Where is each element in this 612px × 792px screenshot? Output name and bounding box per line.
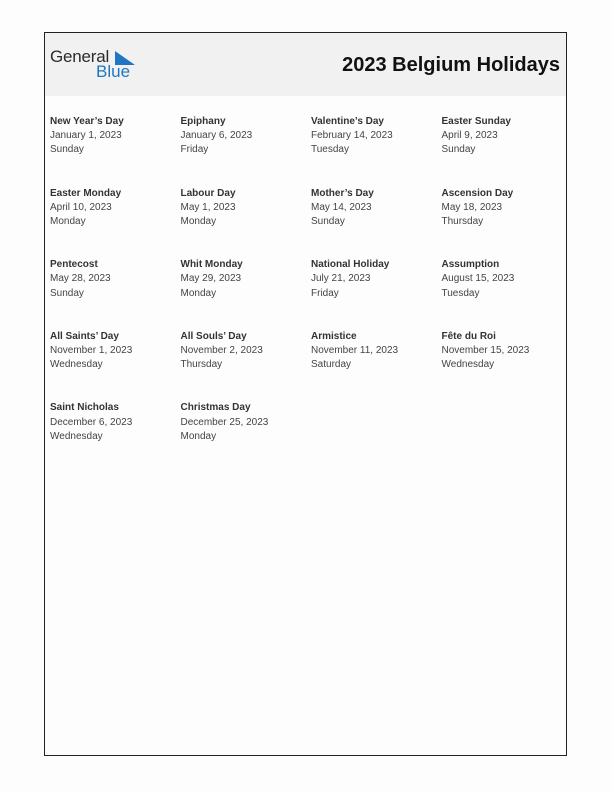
holiday-entry (311, 258, 442, 301)
holiday-entry (50, 187, 181, 230)
holiday-entry (50, 330, 181, 373)
holiday-name: Assumption (441, 259, 500, 271)
holiday-date: May 28, 2023 (50, 273, 111, 285)
holiday-name: National Holiday (311, 259, 390, 271)
holiday-date: May 29, 2023 (180, 273, 242, 285)
logo-blue-text: Blue (96, 62, 131, 81)
holiday-date: November 1, 2023 (50, 345, 133, 357)
page-frame (44, 32, 567, 756)
holiday-weekday: Thursday (441, 216, 484, 228)
holiday-date: February 14, 2023 (311, 130, 393, 142)
holiday-entry (50, 258, 181, 301)
holiday-weekday: Monday (180, 287, 217, 299)
holiday-entry (50, 401, 181, 444)
holiday-entry (181, 401, 312, 444)
holiday-name: All Saints’ Day (50, 330, 119, 342)
holiday-name: Mother’s Day (311, 187, 374, 199)
generalblue-logo (50, 47, 140, 83)
holiday-weekday: Wednesday (50, 430, 103, 442)
holiday-date: April 10, 2023 (50, 201, 112, 213)
holiday-weekday: Friday (180, 144, 209, 156)
holiday-entry (181, 115, 312, 158)
holiday-weekday: Wednesday (441, 359, 495, 371)
holiday-name: Easter Sunday (441, 116, 511, 127)
holiday-name: Easter Monday (50, 187, 122, 199)
holiday-name: Ascension Day (441, 187, 514, 199)
holiday-entry (442, 258, 565, 301)
holiday-date: December 25, 2023 (180, 416, 269, 428)
holiday-date: July 21, 2023 (311, 273, 371, 285)
holiday-entry (181, 330, 312, 373)
holiday-entry (181, 258, 312, 301)
holiday-name: Labour Day (180, 187, 236, 199)
holiday-date: November 11, 2023 (311, 345, 399, 357)
holiday-date: May 14, 2023 (311, 201, 372, 213)
holiday-name: Whit Monday (180, 259, 243, 271)
holiday-date: May 18, 2023 (441, 201, 503, 213)
holiday-name: Christmas Day (180, 402, 251, 414)
holiday-weekday: Thursday (180, 359, 223, 371)
holiday-weekday: Tuesday (441, 287, 480, 299)
holiday-entry (442, 330, 565, 373)
logo-general-text: General (50, 47, 110, 66)
holiday-name: Epiphany (180, 116, 226, 127)
holiday-weekday: Tuesday (311, 144, 349, 156)
holiday-weekday: Sunday (311, 216, 345, 228)
holiday-entry (311, 187, 442, 230)
holiday-weekday: Sunday (441, 144, 476, 156)
holiday-entry (311, 330, 442, 373)
holiday-weekday: Wednesday (50, 359, 103, 371)
holiday-weekday: Monday (180, 430, 217, 442)
holiday-date: November 2, 2023 (180, 345, 263, 357)
holiday-entry (442, 115, 565, 158)
holiday-name: Fête du Roi (441, 330, 496, 342)
holiday-weekday: Monday (50, 216, 86, 228)
holiday-weekday: Saturday (311, 359, 352, 371)
holiday-weekday: Sunday (50, 287, 84, 299)
holiday-date: May 1, 2023 (180, 201, 236, 213)
holiday-weekday: Friday (311, 287, 339, 299)
holiday-name: New Year’s Day (50, 116, 124, 127)
holiday-date: December 6, 2023 (50, 416, 133, 428)
holiday-grid (50, 115, 565, 444)
holiday-entry (311, 115, 442, 158)
holiday-name: All Souls’ Day (180, 330, 247, 342)
holiday-entry (50, 115, 181, 158)
holiday-entry (181, 187, 312, 230)
holiday-date: January 1, 2023 (50, 130, 122, 142)
holiday-weekday: Sunday (50, 144, 84, 156)
holiday-name: Saint Nicholas (50, 402, 119, 414)
holiday-date: January 6, 2023 (180, 130, 253, 142)
page-title: 2023 Belgium Holidays (342, 54, 560, 76)
holiday-date: April 9, 2023 (441, 130, 498, 142)
holiday-date: August 15, 2023 (441, 273, 515, 285)
header-band (45, 33, 566, 96)
holiday-entry (442, 187, 565, 230)
holiday-weekday: Monday (180, 216, 217, 228)
holiday-name: Armistice (311, 330, 357, 342)
holiday-date: November 15, 2023 (441, 345, 530, 357)
holiday-name: Pentecost (50, 259, 98, 271)
holiday-name: Valentine’s Day (311, 116, 384, 127)
